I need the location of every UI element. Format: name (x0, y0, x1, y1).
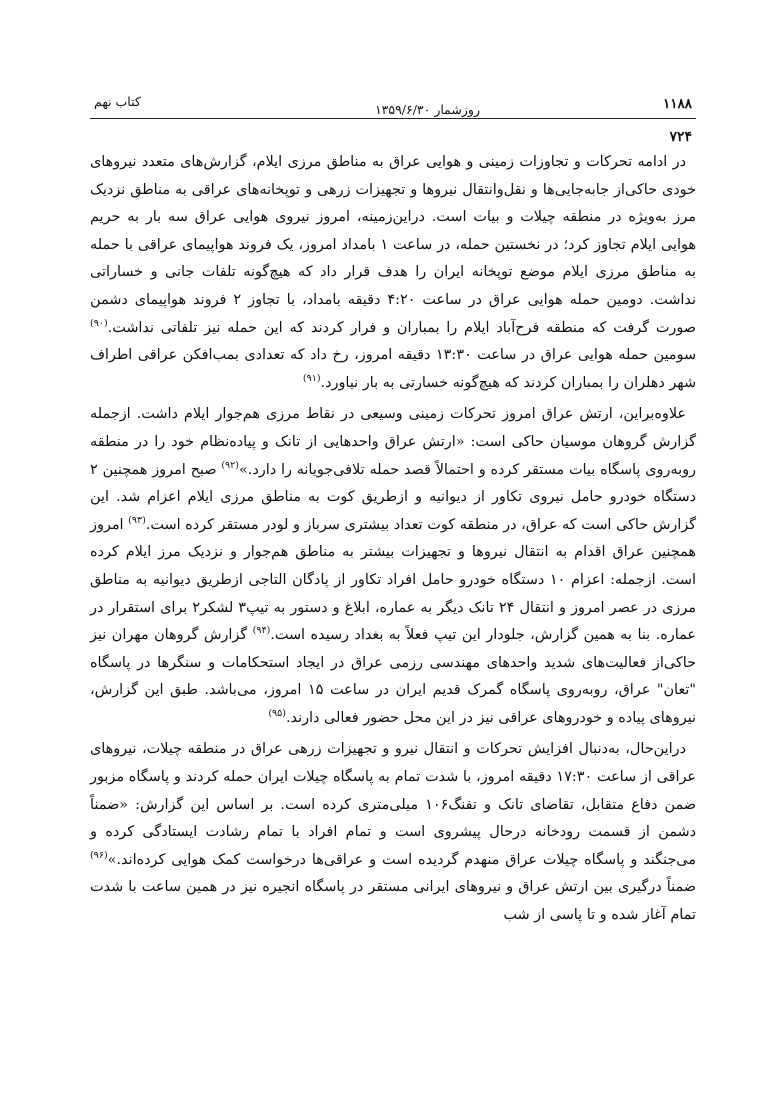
document-page (90, 92, 696, 930)
entry-number: ۷۲۴ (669, 129, 692, 145)
paragraph-text: صبح امروز همچنین ۲ دستگاه خودرو حامل نیروی تکاور از دیوانیه و ازطریق کوت به مناطق مرزی ایلام اعزام شد. این گزارش حاکی است که عراق، در منطقه کوت تعداد بیشتری سرباز و لودر مستقر کرده است. (90, 461, 697, 533)
footnote-marker: (۹۲) (221, 459, 239, 471)
footnote-marker: (۹۱) (302, 372, 321, 384)
paragraph (90, 401, 696, 732)
running-title: روزشمار ۱۳۵۹/۶/۳۰ (374, 102, 480, 117)
paragraph-text: علاوه‌براین، ارتش عراق امروز تحرکات زمینی وسیعی در نقاط مرزی هم‌جوار ایلام داشت. ازجمله گزارش گروهان موسیان حاکی است: «ارتش عراق واحدهایی از تانک و پیاده‌نظام خود را در منطقه روبه‌روی پاسگاه بیات مستقر کرده و احتمالاً قصد حمله تلافی‌جویانه را دارد.» (90, 406, 697, 478)
paragraph-text: در ادامه تحرکات و تجاوزات زمینی و هوایی عراق به مناطق مرزی ایلام، گزارش‌های متعدد نیروهای خودی حاکی‌از جابه‌جایی‌ها و نقل‌وانتقال نیروها و تجهیزات زرهی و توپخانه‌های عراقی به مناطق نزدیک مرز به‌ویژه در منطقه چیلات و بیات است. دراین‌زمینه، امروز نیروی هوایی عراق سه بار به حریم هوایی ایلام تجاوز کرد؛ در نخستین حمله، در ساعت ۱ بامداد امروز، یک فروند هواپیمای عراقی با حمله به مناطق مرزی ایلام موضع توپخانه ایران را هدف قرار داد که هیچ‌گونه تلفات جانی و خساراتی نداشت. دومین حمله هوایی عراق در ساعت ۴:۲۰ دقیقه بامداد، با تجاوز ۲ فروند هواپیمای دشمن صورت گرفت که منطقه فرح‌آباد ایلام را بمباران و فرار کردند که این حمله نیز تلفاتی نداشت. (90, 154, 696, 336)
paragraph-text: گزارش گروهان مهران نیز حاکی‌از فعالیت‌های شدید واحدهای مهندسی رزمی عراق در ایجاد استحکامات و سنگرها در پاسگاه "تعان" عراق، روبه‌روی پاسگاه گمرک قدیم ایران در ساعت ۱۵ امروز، می‌باشد. طبق این گزارش، نیروهای پیاده و خودروهای عراقی نیز در این محل حضور فعالی دارند. (90, 627, 697, 726)
footnote-marker: (۹۵) (268, 708, 286, 720)
footnote-marker: (۹۶) (90, 850, 108, 862)
body-text (90, 149, 696, 930)
page-header (90, 92, 696, 119)
footnote-marker: (۹۰) (90, 317, 108, 329)
page-number: ۱۱۸۸ (662, 96, 692, 112)
paragraph (90, 736, 696, 929)
book-title: کتاب نهم (94, 94, 141, 109)
paragraph (90, 149, 696, 397)
footnote-marker: (۹۴) (252, 625, 271, 637)
paragraph-text: ضمناً درگیری بین ارتش عراق و نیروهای ایرانی مستقر در پاسگاه انجیره نیز در همین ساعت با شدت تمام آغاز شده و تا پاسی از شب (90, 879, 696, 924)
footnote-marker: (۹۳) (128, 514, 146, 526)
paragraph-text: دراین‌حال، به‌دنبال افزایش تحرکات و انتقال نیرو و تجهیزات زرهی عراق در منطقه چیلات، نیروهای عراقی از ساعت ۱۷:۳۰ دقیقه امروز، با شدت تمام به پاسگاه چیلات ایران حمله کردند و پاسگاه مزبور ضمن دفاع متقابل، تقاضای تانک و تفنگ۱۰۶ میلی‌متری کرده است. بر اساس این گزارش: «ضمناً دشمن از قسمت رودخانه درحال پیشروی است و تمام افراد با تمام رشادت ایستادگی کرده و می‌جنگند و پاسگاه چیلات عراق منهدم گردیده است و عراقی‌ها درخواست کمک هوایی کرده‌اند.» (90, 741, 697, 868)
paragraph-text: سومین حمله هوایی عراق در ساعت ۱۳:۳۰ دقیقه امروز، رخ داد که تعدادی بمب‌افکن عراقی اطراف شهر دهلران را بمباران کردند که هیچ‌گونه خسارتی به بار نیاورد. (90, 347, 697, 391)
paragraph-text: امروز همچنین عراق اقدام به انتقال نیروها و تجهیزات بیشتر به مناطق هم‌جوار و نزدیک مرز ایلام کرده است. ازجمله: اعزام ۱۰ دستگاه خودرو حامل افراد تکاور از پادگان التاجی ازطریق دیوانیه به مناطق مرزی در عصر امروز و انتقال ۲۴ تانک دیگر به عماره، ابلاغ و دستور به تیپ۳ لشکر۲ برای استقرار در عماره. بنا به همین گزارش، جلودار این تیپ فعلاً به بغداد رسیده است. (90, 516, 697, 644)
